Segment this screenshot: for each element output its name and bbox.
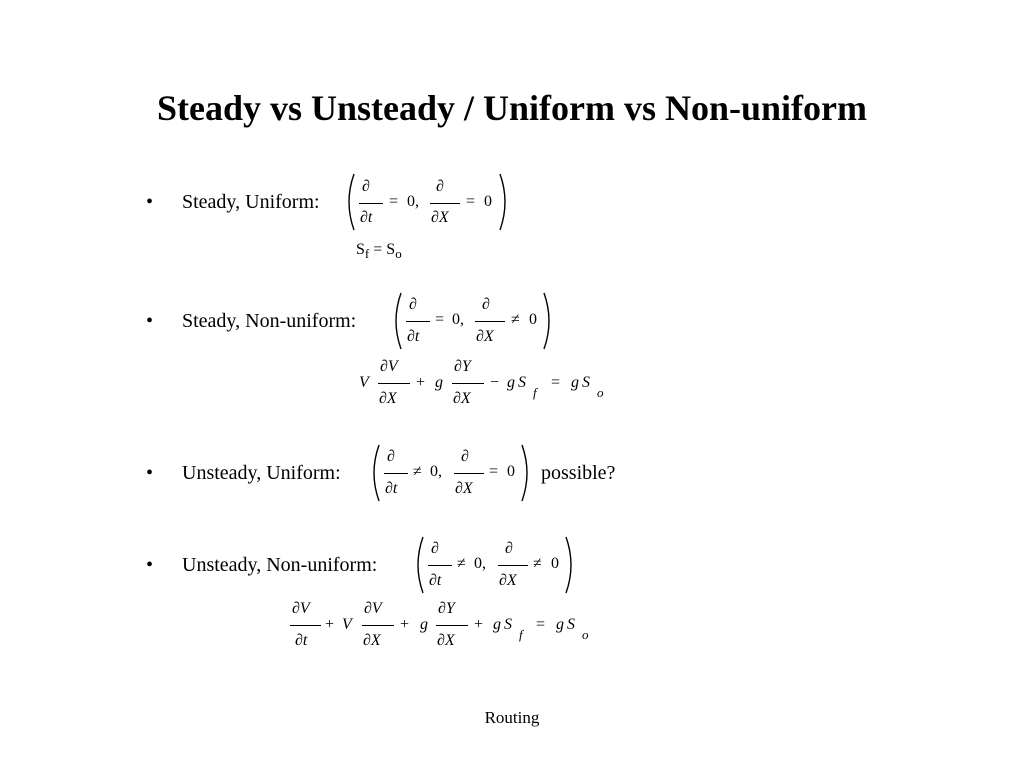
partial-x bbox=[476, 325, 494, 349]
var-g: g bbox=[493, 616, 501, 633]
var-x: X bbox=[460, 390, 471, 407]
partial-symbol: ∂ bbox=[453, 390, 461, 407]
slide-footer: Routing bbox=[484, 708, 540, 727]
zero-comma: 0, bbox=[407, 193, 419, 210]
partial-t bbox=[429, 569, 441, 593]
var-s: S bbox=[518, 374, 526, 391]
var-t: t bbox=[367, 209, 373, 226]
partial-x bbox=[453, 387, 471, 411]
bullet-2: • bbox=[146, 310, 154, 332]
equals-sign: = bbox=[389, 193, 399, 210]
subscript-o: o bbox=[395, 246, 402, 261]
var-g: g bbox=[571, 374, 579, 391]
partial-symbol: ∂ bbox=[429, 572, 437, 589]
equals-sign: = bbox=[551, 374, 561, 391]
var-y: Y bbox=[461, 358, 471, 375]
var-v: V bbox=[299, 600, 310, 617]
fraction-bar bbox=[436, 625, 468, 626]
var-x: X bbox=[444, 632, 455, 649]
var-v: V bbox=[359, 374, 369, 391]
partial-symbol: ∂ bbox=[436, 178, 444, 195]
var-g: g bbox=[507, 374, 515, 391]
partial-symbol: ∂ bbox=[499, 572, 507, 589]
left-paren bbox=[343, 172, 357, 232]
plus-sign: + bbox=[400, 616, 410, 633]
fraction-bar bbox=[428, 565, 452, 566]
subscript-f: f bbox=[364, 246, 370, 261]
partial-v bbox=[380, 355, 398, 379]
subscript-o: o bbox=[597, 385, 604, 400]
partial-symbol: ∂ bbox=[461, 448, 469, 465]
zero: 0 bbox=[529, 311, 537, 328]
var-g: g bbox=[556, 616, 564, 633]
item-label-steady-uniform: Steady, Uniform: bbox=[182, 191, 320, 213]
var-t: t bbox=[436, 572, 442, 589]
var-s: S bbox=[504, 616, 512, 633]
plus-sign: + bbox=[416, 374, 426, 391]
partial-symbol: ∂ bbox=[476, 328, 484, 345]
var-x: X bbox=[462, 480, 473, 497]
fraction-bar bbox=[498, 565, 528, 566]
partial-symbol: ∂ bbox=[295, 632, 303, 649]
partial-symbol: ∂ bbox=[380, 358, 388, 375]
s-symbol: S bbox=[356, 241, 365, 258]
var-x: X bbox=[370, 632, 381, 649]
fraction-bar bbox=[406, 321, 430, 322]
partial-symbol: ∂ bbox=[385, 480, 393, 497]
partial-symbol: ∂ bbox=[360, 209, 368, 226]
right-paren bbox=[541, 291, 555, 351]
partial-x bbox=[431, 206, 449, 230]
not-equal-sign: ≠ bbox=[457, 555, 466, 572]
var-t: t bbox=[392, 480, 398, 497]
bullet-3: • bbox=[146, 462, 154, 484]
fraction-bar bbox=[384, 473, 408, 474]
not-equal-sign: ≠ bbox=[533, 555, 542, 572]
fraction-bar bbox=[430, 203, 460, 204]
partial-symbol: ∂ bbox=[482, 296, 490, 313]
left-paren bbox=[390, 291, 404, 351]
fraction-bar bbox=[454, 473, 484, 474]
not-equal-sign: ≠ bbox=[511, 311, 520, 328]
subscript-f: f bbox=[519, 627, 523, 642]
left-paren bbox=[412, 535, 426, 595]
partial-symbol: ∂ bbox=[387, 448, 395, 465]
partial-symbol: ∂ bbox=[437, 632, 445, 649]
equals-sign: = bbox=[373, 241, 383, 258]
subscript-o: o bbox=[582, 627, 589, 642]
var-v: V bbox=[342, 616, 352, 633]
zero: 0 bbox=[551, 555, 559, 572]
partial-symbol: ∂ bbox=[362, 178, 370, 195]
partial-t bbox=[407, 325, 419, 349]
s-symbol: S bbox=[386, 241, 396, 258]
partial-symbol: ∂ bbox=[438, 600, 446, 617]
right-paren bbox=[563, 535, 577, 595]
partial-y bbox=[438, 597, 455, 621]
var-s: S bbox=[567, 616, 575, 633]
partial-symbol: ∂ bbox=[379, 390, 387, 407]
partial-x bbox=[379, 387, 397, 411]
partial-symbol: ∂ bbox=[364, 600, 372, 617]
partial-symbol: ∂ bbox=[407, 328, 415, 345]
not-equal-sign: ≠ bbox=[413, 463, 422, 480]
bullet-4: • bbox=[146, 554, 154, 576]
var-v: V bbox=[387, 358, 398, 375]
bullet-1: • bbox=[146, 191, 154, 213]
subscript-f: f bbox=[533, 385, 537, 400]
partial-symbol: ∂ bbox=[431, 540, 439, 557]
fraction-bar bbox=[290, 625, 321, 626]
partial-symbol: ∂ bbox=[431, 209, 439, 226]
partial-symbol: ∂ bbox=[409, 296, 417, 313]
item-label-unsteady-uniform: Unsteady, Uniform: bbox=[182, 462, 341, 484]
var-x: X bbox=[386, 390, 397, 407]
var-x: X bbox=[506, 572, 517, 589]
equals-sign: = bbox=[536, 616, 546, 633]
minus-sign: − bbox=[490, 374, 500, 391]
right-paren bbox=[519, 443, 533, 503]
var-x: X bbox=[438, 209, 449, 226]
partial-t bbox=[385, 477, 397, 501]
partial-v bbox=[292, 597, 310, 621]
partial-symbol: ∂ bbox=[505, 540, 513, 557]
var-x: X bbox=[483, 328, 494, 345]
partial-symbol: ∂ bbox=[363, 632, 371, 649]
partial-x bbox=[363, 629, 381, 653]
fraction-bar bbox=[452, 383, 484, 384]
left-paren bbox=[368, 443, 382, 503]
fraction-bar bbox=[362, 625, 394, 626]
possible-note: possible? bbox=[541, 462, 616, 484]
right-paren bbox=[497, 172, 511, 232]
fraction-bar bbox=[475, 321, 505, 322]
partial-x bbox=[437, 629, 455, 653]
var-g: g bbox=[435, 374, 443, 391]
var-v: V bbox=[371, 600, 382, 617]
var-s: S bbox=[582, 374, 590, 391]
var-y: Y bbox=[445, 600, 455, 617]
var-t: t bbox=[414, 328, 420, 345]
zero-comma: 0, bbox=[474, 555, 486, 572]
zero: 0 bbox=[484, 193, 492, 210]
partial-x bbox=[499, 569, 517, 593]
equals-sign: = bbox=[489, 463, 499, 480]
partial-symbol: ∂ bbox=[454, 358, 462, 375]
slide-title: Steady vs Unsteady / Uniform vs Non-uniform bbox=[156, 88, 868, 128]
zero-comma: 0, bbox=[452, 311, 464, 328]
fraction-bar bbox=[378, 383, 410, 384]
plus-sign: + bbox=[325, 616, 335, 633]
var-t: t bbox=[302, 632, 308, 649]
partial-x bbox=[455, 477, 473, 501]
partial-t bbox=[295, 629, 307, 653]
partial-symbol: ∂ bbox=[292, 600, 300, 617]
zero-comma: 0, bbox=[430, 463, 442, 480]
item-label-unsteady-nonuniform: Unsteady, Non-uniform: bbox=[182, 554, 378, 576]
partial-y bbox=[454, 355, 471, 379]
equals-sign: = bbox=[466, 193, 476, 210]
partial-symbol bbox=[360, 206, 372, 230]
item-label-steady-nonuniform: Steady, Non-uniform: bbox=[182, 310, 357, 332]
fraction-bar bbox=[359, 203, 383, 204]
equals-sign: = bbox=[435, 311, 445, 328]
partial-v bbox=[364, 597, 382, 621]
var-g: g bbox=[420, 616, 428, 633]
zero: 0 bbox=[507, 463, 515, 480]
equation-sf-equals-so bbox=[356, 238, 402, 262]
partial-symbol: ∂ bbox=[455, 480, 463, 497]
plus-sign: + bbox=[474, 616, 484, 633]
